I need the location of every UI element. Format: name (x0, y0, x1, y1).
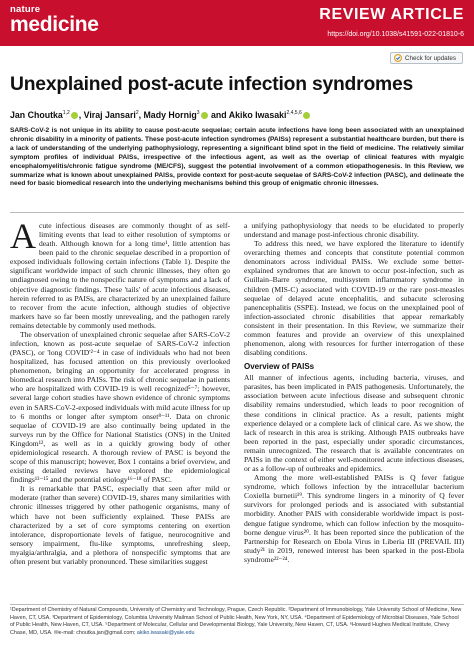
article-type-label: REVIEW ARTICLE (319, 6, 464, 23)
article-title: Unexplained post-acute infection syndromes (10, 74, 414, 95)
journal-logo-top: nature (10, 4, 41, 15)
abstract: SARS-CoV-2 is not unique in its ability to cause post-acute sequelae; certain acute infections have long been associated with an unexplained chronic disability in a minority of patients. These post-acute infection syndromes (PAISs) represent a substantial healthcare burden, but there is a lack of understanding of the underlying pathophysiology, representing a significant blind spot in the field of medicine. The relatively similar symptom profiles of individual PAISs, irrespective of the infectious agent, as well as the overlap of clinical features with myalgic encephalomyelitis/chronic fatigue syndrome (ME/CFS), suggest the potential involvement of a common etiopathogenesis. In this Review, we summarize what is known about unexplained PAISs, provide context for post-acute sequelae of SARS-CoV-2 infection (PASC), and delineate the need for basic biomedical research into the underlying mechanisms behind this group of enigmatic chronic illnesses. (10, 127, 464, 188)
body-column-right (244, 221, 464, 564)
correspondence-email[interactable]: akiko.iwasaki@yale.edu (136, 629, 195, 636)
body-column-left (10, 216, 230, 566)
abstract-divider (10, 212, 464, 213)
author-affiliation-marker: 1,2 (62, 110, 70, 116)
orcid-icon[interactable] (303, 112, 310, 119)
check-updates-label: Check for updates (404, 54, 456, 62)
author-separator: , (138, 110, 144, 120)
doi-link[interactable]: https://doi.org/10.1038/s41591-022-01810-6 (327, 31, 464, 38)
body-paragraph (10, 216, 230, 330)
journal-logo[interactable] (10, 5, 99, 35)
affiliations-line: ⁴Department of Epidemiology of Microbial Diseases, Yale School of Public Health, New Haven, CT, USA. ⁵Department of Molecular, Cellular and Developmental Biology, Yale University, New Haven, CT, USA. ⁶Howard Hughes Medical Institute, Chevy Chase, MD, USA. ✉e-mail: choutka.jan@gmail.com; (10, 614, 459, 636)
intro-paragraph-text: cute infectious diseases are commonly thought of as self-limiting events that lead to either resolution of symptoms or death. Although known for a long time¹, little attention has been paid to the chronic sequelae described in a proportion of exposed individuals following certain infections (Table 1). Despite the significant worldwide impact of such chronic illnesses, they often go undiagnosed owing to the nonspecific nature of symptoms and a lack of objective diagnostic findings. These 'tails' of acute infectious diseases, herein referred to as PAISs, are characterized by an unexplained failure to recover from the acute infection, although studies of objective markers have so far been mostly unrevealing, and the pathogen rarely remains detectable by commonly used methods. (10, 221, 230, 330)
section-heading: Overview of PAISs (244, 362, 315, 372)
footer-divider (10, 604, 464, 605)
orcid-icon[interactable] (71, 112, 78, 119)
author-list (10, 110, 311, 120)
drop-cap: A (10, 216, 36, 256)
author-separator: , (78, 110, 84, 120)
body-paragraph: The observation of unexplained chronic sequelae after SARS-CoV-2 infection, known as post-acute sequelae of SARS-CoV-2 infection (PASC), or 'long COVID'²⁻⁴ in case of individuals who had not been hospitalized, has focused attention on this previously overlooked phenomenon, bringing an opportunity for accelerated progress in biomedical research into PAISs. The risk of chronic sequelae in patients who are hospitalized with COVID-19 is well recognized⁵⁻⁷; however, several large cohort studies have shown evidence of chronic symptoms even in SARS-CoV-2-exposed individuals with mild acute illness for up to 6 months or longer after symptom onset⁸⁻¹¹. Data on chronic sequelae of COVID-19 are also continually being updated in the surveys run by the Office for National Statistics (ONS) in the United Kingdom¹², as well as in a quickly growing body of other epidemiological research. A thorough review of PASC is beyond the scope of this manuscript; however, Box 1 contains a brief overview, and existing detailed reviews have explored the epidemiological findings¹³⁻¹⁵ and the potential etiology¹⁶⁻¹⁸ of PASC. (10, 329, 230, 485)
body-paragraph: a unifying pathophysiology that needs to be elucidated to properly understand and manage post-infectious chronic disability. (244, 221, 464, 240)
affiliations-line: ¹Department of Chemistry of Natural Compounds, University of Chemistry and Technology, Prague, Czech Republic. ²Department of Immunobiology, Yale University School of Medicine, New Haven, CT, USA. ³Department of Epidemiology, Columbia University Mailman School of Public Health, New York, NY, USA. (10, 607, 462, 621)
body-paragraph: All manner of infectious agents, including bacteria, viruses, and parasites, has been implicated in PAIS pathogenesis. Unfortunately, the association between acute infectious disease and subsequent chronic disability remains understudied, which leads to poor recognition of these conditions in clinical practice. As a result, patients might experience delayed or a complete lack of clinical care. As we show, the lack of research in this area is striking. Although PAIS outbreaks have been reported in the past, especially under sporadic circumstances, remain unrecognized. The research that is available concentrates on PAISs in the context of either well-monitored acute infectious diseases, or as a follow-up of outbreaks and epidemics. (244, 373, 464, 474)
author-name[interactable]: Akiko Iwasaki (228, 110, 287, 120)
author-name[interactable]: Viraj Jansari (83, 110, 136, 120)
body-paragraph: Among the more well-established PAISs is Q fever fatigue syndrome, which follows infection by the intracellular bacterium Coxiella burnetii¹⁹. This syndrome lingers in a minority of Q fever survivors for prolonged periods and is associated with substantial morbidity. Another PAIS with considerable worldwide impact is post-dengue fatigue syndrome, which can follow infection by the mosquito-borne dengue virus²⁰. It has been reported since the publication of the Partnership for Research on Ebola Virus in Liberia III (PREVAIL III) study²¹ in 2019, renewed interest has been sparked in the post-Ebola syndrome²²⁻²⁴. (244, 473, 464, 564)
journal-logo-bottom: medicine (10, 12, 99, 36)
body-paragraph: It is remarkable that PASC, especially that seen after mild or moderate (rather than severe) COVID-19, shares many similarities with chronic illnesses triggered by other pathogenic organisms, many of which have not been sufficiently explained. These PAISs are characterized by a set of core symptoms centering on exertion intolerance, disproportionate levels of fatigue, neurocognitive and sensory impairment, flu-like symptoms, unrefreshing sleep, myalgia/arthralgia, and a plethora of nonspecific symptoms that are often present but variably pronounced. These similarities suggest (10, 484, 230, 566)
author-name[interactable]: Mady Hornig (143, 110, 197, 120)
affiliations-footer (10, 607, 464, 637)
author-affiliation-marker: 2 (135, 110, 139, 116)
author-affiliation-marker: 2,4,5,6 (286, 110, 302, 116)
orcid-icon[interactable] (201, 112, 208, 119)
refresh-badge-icon (394, 54, 402, 62)
check-updates-button[interactable] (390, 52, 463, 64)
author-separator: and (208, 110, 229, 120)
body-paragraph: To address this need, we have explored the literature to identify overarching themes and concepts that constitute potential common denominators across individual PAISs. We exclude some better-explained syndromes that are known to occur post-infection, such as Guillain–Barre syndrome, multisystem inflammatory syndrome in children (MIS-C) associated with COVID-19 or the rare post-measles sequelae of delayed acute encephalitis, and subacute sclerosing panencephalitis (SSPE). Instead, we focus on the unexplained pool of infection-associated chronic disabilities that appear remarkably consistent in their presentation. In this Review, we summarize their common features and provide an overview of this unexplained phenomenon, along with resources for further interrogation of these disabling conditions. (244, 239, 464, 358)
author-name[interactable]: Jan Choutka (10, 110, 63, 120)
journal-header-bar (0, 0, 474, 46)
author-affiliation-marker: 3 (196, 110, 200, 116)
